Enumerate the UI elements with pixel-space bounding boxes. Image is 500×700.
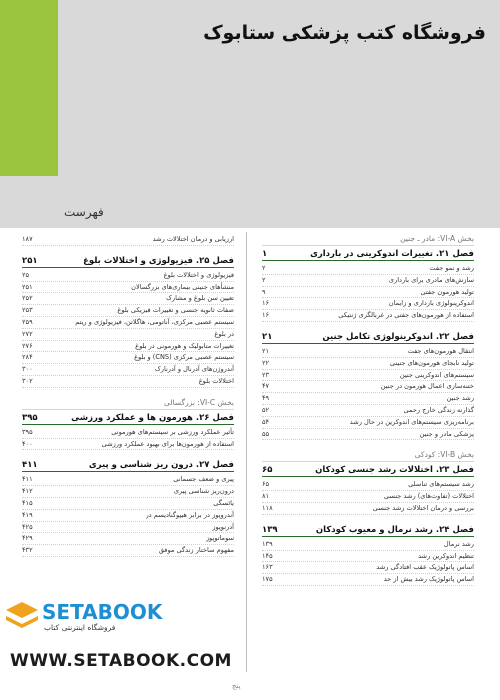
toc-entry[interactable] <box>22 545 234 557</box>
toc-entry-title: رشد سیستم‌های تناسلی <box>408 480 474 489</box>
toc-entry-title: سیستم‌های اندوکرینی جنین <box>399 370 474 379</box>
toc-entry-page: ۲۵۹ <box>22 317 33 326</box>
column-divider <box>246 232 247 672</box>
toc-entry-page: ۱۳۹ <box>262 539 273 548</box>
toc-entry-title: انتقال هورمون‌های جفت <box>407 346 474 355</box>
toc-entry-title: برنامه‌ریزی سیستم‌های اندوکرین در حال رشد <box>349 417 474 426</box>
toc-entry-page: ۱۴۵ <box>262 551 273 560</box>
toc-entry[interactable] <box>22 439 234 451</box>
toc-entry[interactable] <box>262 275 474 287</box>
toc-entry[interactable] <box>22 329 234 341</box>
chapter-heading[interactable] <box>262 525 474 537</box>
chapter-title: فصل ۲۱. تغییرات اندوکرینی در بارداری <box>310 249 474 259</box>
toc-entry-page: ۱۶۳ <box>262 563 273 572</box>
toc-entry[interactable] <box>22 282 234 294</box>
toc-entry[interactable] <box>262 429 474 441</box>
toc-entry-page: ۸۱ <box>262 492 270 501</box>
toc-entry[interactable] <box>262 381 474 393</box>
chapter-page: ۱ <box>262 249 268 259</box>
toc-entry-title: اساس پاتولوژیک عقب افتادگی رشد <box>376 563 474 572</box>
toc-entry-title: رشد نرمال <box>443 539 474 548</box>
toc-entry-page: ۱۶ <box>262 299 270 308</box>
toc-entry-page: ۱۱۸ <box>262 503 273 512</box>
toc-entry-title: سیستم عصبی مرکزی، آناتومی، هاگلاتن، فیزیولوژی و ریتم <box>75 317 234 326</box>
logo-brand: SETABOOK <box>42 600 163 624</box>
chapter-title: فصل ۲۷. درون ریز شناسی و پیری <box>88 460 234 471</box>
toc-entry[interactable] <box>22 341 234 353</box>
toc-entry[interactable] <box>22 305 234 317</box>
chapter-heading[interactable] <box>22 256 234 268</box>
toc-entry[interactable] <box>262 287 474 299</box>
toc-entry-page: ۴۱۲ <box>22 487 33 496</box>
toc-entry-title: تأثیر عملکرد ورزشی بر سیستم‌های هورمونی <box>111 427 234 436</box>
toc-entry[interactable] <box>262 539 474 551</box>
toc-entry[interactable] <box>22 474 234 486</box>
toc-entry-page: ۱۷۵ <box>262 575 273 584</box>
toc-entry-title: تنظیم اندوکرین رشد <box>418 551 474 560</box>
toc-entry-title: اختلالات بلوغ <box>198 376 234 385</box>
toc-entry-page: ۲۳ <box>262 370 270 379</box>
logo-subtitle: فروشگاه اینترنتی کتاب <box>44 623 116 632</box>
toc-entry[interactable] <box>262 491 474 503</box>
toc-entry-title: اندوکرینولوژی بارداری و زایمان <box>388 299 474 308</box>
toc-entry-title: آندروژن‌های آدرنال و آدرنارک <box>154 365 234 374</box>
toc-entry-page: ۳۹۵ <box>22 427 33 436</box>
toc-entry-page: ۴۹ <box>262 394 270 403</box>
toc-entry-title: سوماتوپوز <box>205 534 234 543</box>
toc-entry-page: ۵۴ <box>262 417 270 426</box>
toc-entry[interactable] <box>22 234 234 246</box>
toc-entry-title: استفاده از هورمون‌ها برای بهبود عملکرد ورزشی <box>101 439 234 448</box>
toc-entry[interactable] <box>262 298 474 310</box>
toc-entry-page: ۳۰۰ <box>22 365 33 374</box>
toc-entry-title: گذارنه زندگی خارج رحمی <box>403 405 474 414</box>
toc-entry[interactable] <box>22 293 234 305</box>
toc-entry-title: رشد جنین <box>446 394 474 403</box>
chapter-heading[interactable] <box>262 332 474 344</box>
toc-entry[interactable] <box>22 533 234 545</box>
toc-entry-page: ۱۸۷ <box>22 235 33 243</box>
book-logo-icon <box>4 600 40 632</box>
toc-entry[interactable] <box>262 370 474 382</box>
toc-entry-page: ۴۷ <box>262 382 270 391</box>
toc-entry-page: ۲۲ <box>262 358 270 367</box>
store-title: فروشگاه کتب پزشکی ستابوک <box>203 22 486 44</box>
toc-entry-title: تعیین سن بلوغ و مشارک <box>166 294 234 303</box>
toc-entry[interactable] <box>262 310 474 322</box>
toc-entry[interactable] <box>22 317 234 329</box>
toc-entry-title: منشأهای جنینی بیماری‌های بزرگسالان <box>131 282 234 291</box>
toc-entry-page: ۴۳۲ <box>22 546 33 555</box>
toc-entry-page: ۲ <box>262 275 266 284</box>
toc-column-right <box>262 234 474 586</box>
toc-entry-title: ارزیابی و درمان اختلالات رشد <box>152 235 234 243</box>
toc-entry-page: ۵۵ <box>262 429 270 438</box>
website-url[interactable]: WWW.SETABOOK.COM <box>10 651 232 671</box>
toc-entry-title: مفهوم ساختار زندگی موفق <box>158 546 234 555</box>
toc-entry[interactable] <box>262 393 474 405</box>
toc-entry-title: آدرنوپوز <box>212 522 234 531</box>
toc-entry-title: سازش‌های مادری برای بارداری <box>388 275 474 284</box>
toc-entry-page: ۲۱ <box>262 346 270 355</box>
toc-entry-page: ۶۵ <box>262 480 270 489</box>
toc-entry-title: تغییرات متابولیک و هورمونی در بلوغ <box>135 341 234 350</box>
toc-entry-title: تولید هورمون جفتی <box>420 287 474 296</box>
toc-entry[interactable] <box>22 352 234 364</box>
toc-entry[interactable] <box>22 498 234 510</box>
toc-entry[interactable] <box>262 417 474 429</box>
chapter-heading[interactable] <box>262 465 474 477</box>
toc-entry[interactable] <box>262 503 474 515</box>
toc-entry[interactable] <box>262 551 474 563</box>
chapter-page: ۲۵۱ <box>22 255 38 266</box>
header-band <box>0 0 500 228</box>
toc-entry-title: اختلالات (تفاوت‌های) رشد جنسی <box>383 492 474 501</box>
green-accent-block <box>0 0 58 176</box>
toc-heading: فهرست <box>64 205 104 219</box>
toc-entry-page: ۴۱۱ <box>22 475 33 484</box>
toc-entry-page: ۲۵۳ <box>22 306 33 315</box>
toc-entry[interactable] <box>262 574 474 586</box>
chapter-title: فصل ۲۶. هورمون ها و عملکرد ورزشی <box>71 412 234 423</box>
toc-entry-page: ۴۲۹ <box>22 534 33 543</box>
toc-entry-page: ۲۵ <box>22 270 30 279</box>
toc-entry[interactable] <box>262 405 474 417</box>
toc-entry[interactable] <box>22 270 234 282</box>
chapter-title: فصل ۲۵. فیزیولوژی و اختلالات بلوغ <box>83 255 234 266</box>
chapter-title: فصل ۲۲. اندوکرینولوژی تکامل جنین <box>322 331 474 342</box>
toc-entry-page: ۲۸۴ <box>22 353 33 362</box>
toc-entry[interactable] <box>262 358 474 370</box>
page-number: پنج <box>232 682 241 690</box>
chapter-page: ۲۱ <box>262 331 273 342</box>
toc-entry-title: رشد و نمو جفت <box>429 264 474 272</box>
toc-entry[interactable] <box>262 263 474 275</box>
chapter-title: فصل ۲۴. رشد نرمال و معیوب کودکان <box>315 524 474 535</box>
toc-column-left <box>22 234 234 557</box>
toc-entry[interactable] <box>262 346 474 358</box>
toc-entry-title: اساس پاتولوژیک رشد بیش از حد <box>383 575 474 584</box>
toc-entry[interactable] <box>22 364 234 376</box>
toc-entry-page: ۴۲۵ <box>22 522 33 531</box>
chapter-heading[interactable] <box>262 249 474 261</box>
toc-entry-title: استفاده از هورمون‌های جفتی در غربالگری ژنتیکی <box>338 311 474 320</box>
toc-entry[interactable] <box>22 522 234 534</box>
chapter-page: ۴۱۱ <box>22 460 38 471</box>
toc-entry-title: فیزیولوژی و اختلالات بلوغ <box>163 270 234 279</box>
toc-entry-page: ۱۶ <box>262 311 270 320</box>
chapter-heading[interactable] <box>22 413 234 425</box>
toc-entry[interactable] <box>22 427 234 439</box>
toc-entry-title: تولید نابجای هورمون‌های جنینی <box>389 358 474 367</box>
toc-entry-page: ۲۵۱ <box>22 282 33 291</box>
toc-entry-title: آندروپوز در برابر هیپوگنادیسم در <box>145 510 234 519</box>
chapter-heading[interactable] <box>22 460 234 472</box>
chapter-page: ۶۵ <box>262 465 273 476</box>
toc-entry-page: ۴۱۹ <box>22 510 33 519</box>
gray-lower-block <box>0 176 58 228</box>
chapter-page: ۱۳۹ <box>262 524 278 535</box>
toc-entry[interactable] <box>22 510 234 522</box>
toc-entry-page: ۲۵۲ <box>22 294 33 303</box>
part-heading: بخش VI-A: مادر ـ جنین <box>262 234 474 246</box>
toc-entry-page: ۹ <box>262 287 266 296</box>
toc-entry-page: ۳۰۲ <box>22 376 33 385</box>
part-heading: بخش VI-B: کودکی <box>262 450 474 462</box>
toc-entry-page: ۴۰۰ <box>22 439 33 448</box>
toc-entry[interactable] <box>22 376 234 388</box>
toc-entry[interactable] <box>262 562 474 574</box>
toc-entry-page: ۴۱۵ <box>22 498 33 507</box>
toc-entry-title: بررسی و درمان اختلالات رشد جنسی <box>372 503 474 512</box>
toc-entry-page: ۲۷۶ <box>22 341 33 350</box>
chapter-page: ۳۹۵ <box>22 412 38 423</box>
toc-entry-title: یائسگی <box>213 498 234 507</box>
toc-entry-title: پزشکی مادر و جنین <box>419 429 474 438</box>
toc-entry-title: در بلوغ <box>214 329 234 338</box>
toc-entry-title: پیری و ضعف جسمانی <box>173 475 234 484</box>
toc-entry-page: ۲ <box>262 264 266 272</box>
toc-entry-title: درون‌ریز شناسی پیری <box>173 487 234 496</box>
toc-entry-title: سیستم عصبی مرکزی (CNS) و بلوغ <box>134 353 234 362</box>
chapter-title: فصل ۲۳. اختلالات رشد جنسی کودکان <box>315 465 474 476</box>
toc-entry-page: ۵۲ <box>262 405 270 414</box>
part-heading: بخش VI-C: بزرگسالی <box>22 398 234 410</box>
toc-entry-title: ختنه‌سازی اعمال هورمون در جنین <box>380 382 474 391</box>
toc-entry[interactable] <box>22 486 234 498</box>
toc-entry[interactable] <box>262 479 474 491</box>
toc-entry-title: صفات ثانویه جنسی و تغییرات فیزیکی بلوغ <box>117 306 234 315</box>
toc-entry-page: ۲۷۲ <box>22 329 33 338</box>
